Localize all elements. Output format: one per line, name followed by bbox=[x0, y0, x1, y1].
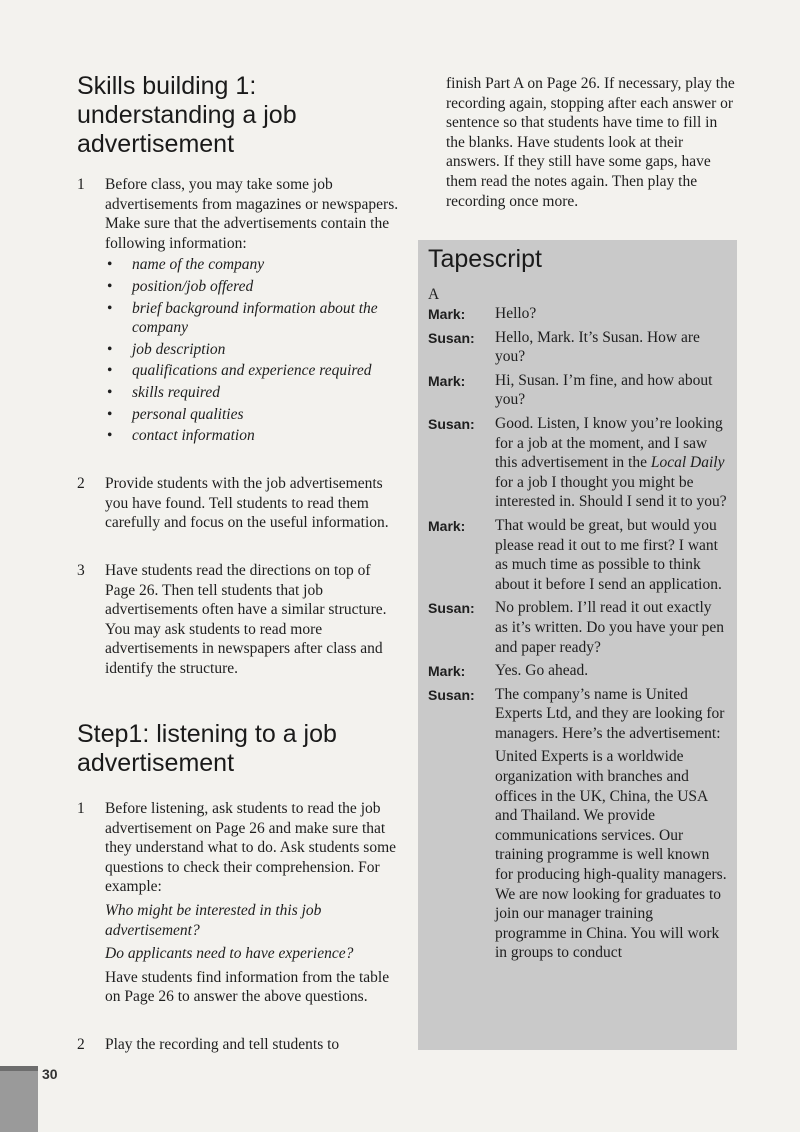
dialogue-text: No problem. I’ll read it out exactly as it’s written. Do you have your pen and paper ready? bbox=[495, 599, 725, 656]
dialogue-line bbox=[428, 685, 728, 963]
item-text: Have students read the directions on top of Page 26. Then tell students that job advertisements often have a similar structure. You may ask students to read more advertisements in newspapers after class and identify the structure. bbox=[105, 562, 387, 677]
dialogue-text: Hi, Susan. I’m fine, and how about you? bbox=[495, 371, 713, 409]
newspaper-name: Local Daily bbox=[650, 454, 725, 472]
dialogue-text-block bbox=[495, 685, 728, 963]
item-text: Before class, you may take some job advertisements from magazines or newspapers. Make sure that the advertisements contain the following information: bbox=[105, 176, 399, 252]
speaker-label: Susan: bbox=[428, 329, 475, 346]
dialogue-text: The company’s name is United Experts Ltd, and they are looking for managers. Here’s the advertisement: bbox=[495, 685, 725, 742]
dialogue-text: That would be great, but would you please read it out to me first? I want as much time as possible to think about it before I send an application. bbox=[495, 516, 722, 593]
page-number: 30 bbox=[42, 1066, 58, 1082]
speaker-label: Mark: bbox=[428, 663, 466, 680]
item-text: Play the recording and tell students to bbox=[105, 1036, 340, 1053]
dialogue-line bbox=[428, 371, 728, 410]
speaker-label: Mark: bbox=[428, 306, 466, 322]
speaker-label: Susan: bbox=[428, 686, 475, 703]
dialogue bbox=[428, 304, 728, 967]
tapescript-title: Tapescript bbox=[428, 245, 542, 273]
dialogue-text: Hello? bbox=[495, 305, 537, 322]
bullet-item: • brief background information about the company bbox=[105, 299, 402, 338]
step-item-1 bbox=[77, 799, 402, 1007]
example-question-2: Do applicants need to have experience? bbox=[105, 945, 354, 963]
example-question-1: Who might be interested in this job advertisement? bbox=[105, 901, 322, 939]
skills-building-heading: Skills building 1: understanding a job advertisement bbox=[77, 72, 297, 158]
item-number: 1 bbox=[77, 176, 85, 193]
bullet-item: • skills required bbox=[105, 383, 402, 403]
bullet-item: • contact information bbox=[105, 426, 402, 446]
step-item-2 bbox=[77, 1035, 402, 1055]
dialogue-line bbox=[428, 414, 728, 512]
bullet-item: • job description bbox=[105, 340, 402, 360]
speaker-label: Susan: bbox=[428, 600, 475, 617]
dialogue-line bbox=[428, 516, 728, 594]
skills-item-3 bbox=[77, 561, 402, 679]
step1-heading: Step1: listening to a job advertisement bbox=[77, 720, 337, 777]
advertisement-text: United Experts is a worldwide organization with branches and offices in the UK, China, the USA and Thailand. We provide communications services. Our training programme is well known for producing high-quality managers. We are now looking for graduates to join our manager training programme in China. You will work in groups to conduct bbox=[495, 748, 727, 962]
dialogue-text: Hello, Mark. It’s Susan. How are you? bbox=[495, 328, 700, 366]
speaker-label: Susan: bbox=[428, 415, 475, 432]
continued-instructions: finish Part A on Page 26. If necessary, play the recording again, stopping after each answer or sentence so that students have time to fill in the blanks. Have students look at their answers. If they still have some gaps, have them read the notes again. Then play the recording once more. bbox=[446, 75, 735, 210]
dialogue-line bbox=[428, 304, 728, 324]
tapescript-box bbox=[418, 240, 737, 1050]
bullet-item: • qualifications and experience required bbox=[105, 361, 402, 381]
dialogue-text bbox=[495, 414, 728, 512]
speaker-label: Mark: bbox=[428, 517, 466, 534]
item-number: 1 bbox=[77, 800, 85, 817]
bullet-item: • personal qualities bbox=[105, 405, 402, 425]
skills-item-1 bbox=[77, 175, 402, 448]
dialogue-line bbox=[428, 328, 728, 367]
item-followup-text: Have students find information from the table on Page 26 to answer the above questions. bbox=[105, 968, 390, 1006]
item-number: 2 bbox=[77, 1036, 85, 1053]
bullet-item: • position/job offered bbox=[105, 277, 402, 297]
dialogue-text: Yes. Go ahead. bbox=[495, 662, 589, 680]
skills-item-2 bbox=[77, 474, 402, 533]
page-tab-edge bbox=[0, 1066, 38, 1071]
item-text: Provide students with the job advertisements you have found. Tell students to read them carefully and focus on the useful information. bbox=[105, 475, 389, 532]
dialogue-text-part: Good. Listen, I know you’re looking for a job at the moment, and I saw this advertisement in the bbox=[495, 414, 723, 472]
dialogue-line bbox=[428, 598, 728, 657]
page-tab bbox=[0, 1066, 38, 1132]
item-number: 2 bbox=[77, 475, 85, 492]
section-label: A bbox=[428, 286, 440, 303]
speaker-label: Mark: bbox=[428, 372, 466, 389]
dialogue-text-part: for a job I thought you might be interested in. Should I send it to you? bbox=[495, 473, 727, 511]
item-number: 3 bbox=[77, 562, 85, 579]
bullet-item: • name of the company bbox=[105, 255, 402, 275]
dialogue-line bbox=[428, 661, 728, 681]
item-text: Before listening, ask students to read the job advertisement on Page 26 and make sure that they understand what to do. Ask students some questions to check their comprehension. For example: bbox=[105, 800, 397, 896]
info-bullet-list bbox=[105, 255, 402, 445]
